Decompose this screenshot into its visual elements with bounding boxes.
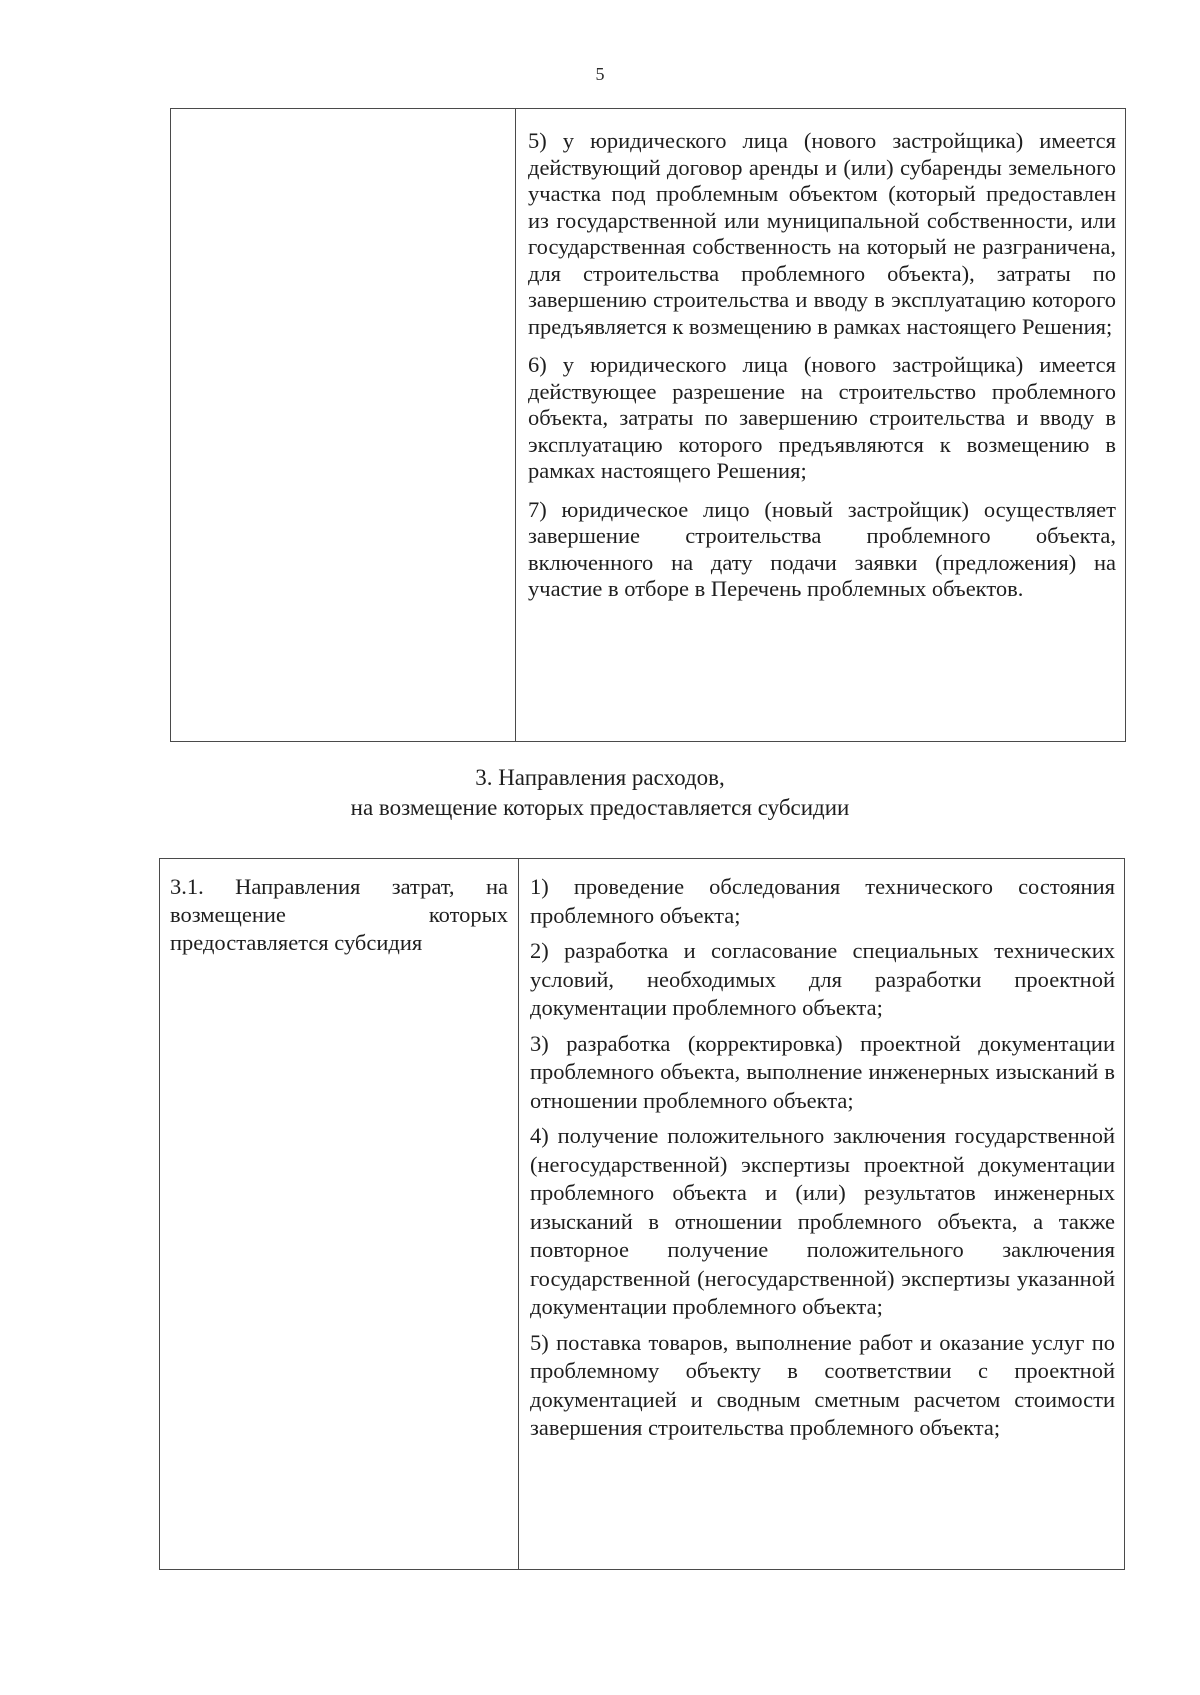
expense-item-5: 5) поставка товаров, выполнение работ и оказание услуг по проблемному объекту в соответствии с проектной документацией и сводным сметным расчетом стоимости завершения строительства проблемного объекта; <box>530 1329 1115 1440</box>
section-heading <box>0 763 1200 823</box>
table-row <box>160 859 1125 1570</box>
condition-item-6: 6) у юридического лица (нового застройщика) имеется действующее разрешение на строительство проблемного объекта, затраты по завершению строительства и вводу в эксплуатацию которого предъявляются к возмещению в рамках настоящего Решения; <box>528 352 1116 483</box>
page-number: 5 <box>595 64 605 84</box>
table-left-cell <box>160 859 519 1570</box>
expense-item-3: 3) разработка (корректировка) проектной документации проблемного объекта, выполнение инженерных изысканий в отношении проблемного объекта; <box>530 1030 1115 1113</box>
expense-directions-label: 3.1. Направления затрат, на возмещение которых предоставляется субсидия <box>170 874 508 955</box>
expense-item-2: 2) разработка и согласование специальных технических условий, необходимых для разработки проектной документации проблемного объекта; <box>530 938 1115 1020</box>
expense-item-4: 4) получение положительного заключения государственной (негосударственной) экспертизы проектной документации проблемного объекта и (или) результатов инженерных изысканий в отношении проблемного объекта, а также повторное получение положительного заключения государственной (негосударственной) экспертизы указанной документации проблемного объекта; <box>530 1123 1115 1319</box>
condition-item-7: 7) юридическое лицо (новый застройщик) осуществляет завершение строительства проблемного объекта, включенного на дату подачи заявки (предложения) на участие в отборе в Перечень проблемных объектов. <box>528 496 1116 601</box>
section-heading-line-1: 3. Направления расходов, <box>475 765 725 790</box>
expenses-table <box>159 858 1125 1570</box>
table-row <box>171 109 1126 742</box>
table-right-cell <box>516 109 1126 742</box>
table-right-cell <box>519 859 1125 1570</box>
condition-item-5: 5) у юридического лица (нового застройщика) имеется действующий договор аренды и (или) субаренды земельного участка под проблемным объектом (который предоставлен из государственной или муниципальной собственности, или государственная собственность на который не разграничена, для строительства проблемного объекта), затраты по завершению строительства и вводу в эксплуатацию которого предъявляется к возмещению в рамках настоящего Решения; <box>528 128 1116 339</box>
table-left-cell <box>171 109 516 742</box>
section-heading-line-2: на возмещение которых предоставляется субсидии <box>350 795 850 820</box>
conditions-table <box>170 108 1126 742</box>
expense-item-1: 1) проведение обследования технического состояния проблемного объекта; <box>530 874 1115 928</box>
